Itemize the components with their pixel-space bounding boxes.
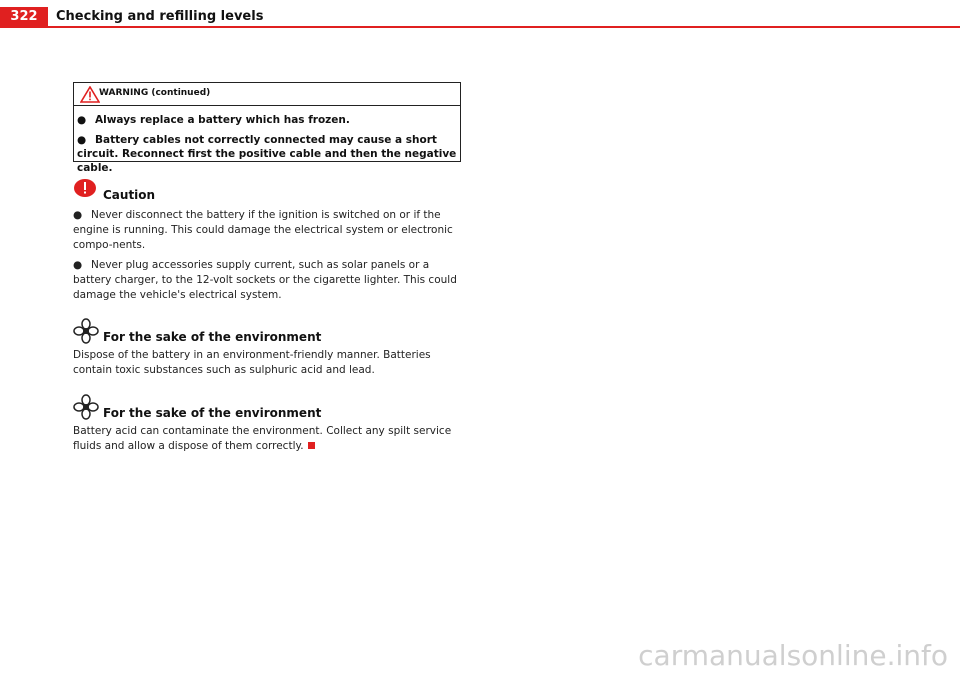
environment-text: Battery acid can contaminate the environment. Collect any spilt service fluids and allow a dispose of them correctly. [73, 425, 452, 452]
environment-title: For the sake of the environment [103, 406, 322, 420]
warning-item-text: Battery cables not correctly connected may cause a short circuit. Reconnect first the positive cable and then the negative cable. [77, 134, 457, 174]
page-header [0, 0, 960, 28]
bullet-icon: ● [73, 209, 83, 221]
warning-item [77, 133, 457, 175]
bullet-icon: ● [77, 114, 87, 126]
caution-icon [73, 178, 97, 198]
end-of-section-mark [308, 442, 315, 449]
environment-title: For the sake of the environment [103, 330, 322, 344]
environment-paragraph [73, 424, 463, 454]
caution-item [73, 258, 463, 303]
caution-item-text: Never plug accessories supply current, such as solar panels or a battery charger, to the 12-volt sockets or the cigarette lighter. This could damage the vehicle's electrical system. [73, 259, 457, 301]
caution-item [73, 208, 463, 253]
warning-body [74, 106, 460, 175]
header-divider [0, 26, 960, 28]
watermark: carmanualsonline.info [638, 639, 948, 672]
bullet-icon: ● [73, 259, 83, 271]
page-number: 322 [0, 7, 48, 27]
page-title: Checking and refilling levels [56, 9, 264, 24]
warning-box [73, 82, 461, 174]
caution-title: Caution [103, 188, 156, 202]
environment-flower-icon [73, 318, 99, 344]
caution-item-text: Never disconnect the battery if the ignition is switched on or if the engine is running. This could damage the electrical system or electronic compo-nents. [73, 209, 453, 251]
environment-text: Dispose of the battery in an environment-friendly manner. Batteries contain toxic substances such as sulphuric acid and lead. [73, 349, 431, 376]
bullet-icon: ● [77, 134, 87, 146]
warning-title: WARNING (continued) [99, 88, 211, 98]
environment-flower-icon [73, 394, 99, 420]
warning-triangle-icon [80, 86, 100, 103]
warning-item [77, 113, 457, 127]
warning-item-text: Always replace a battery which has frozen. [95, 114, 350, 126]
warning-header [74, 83, 460, 106]
